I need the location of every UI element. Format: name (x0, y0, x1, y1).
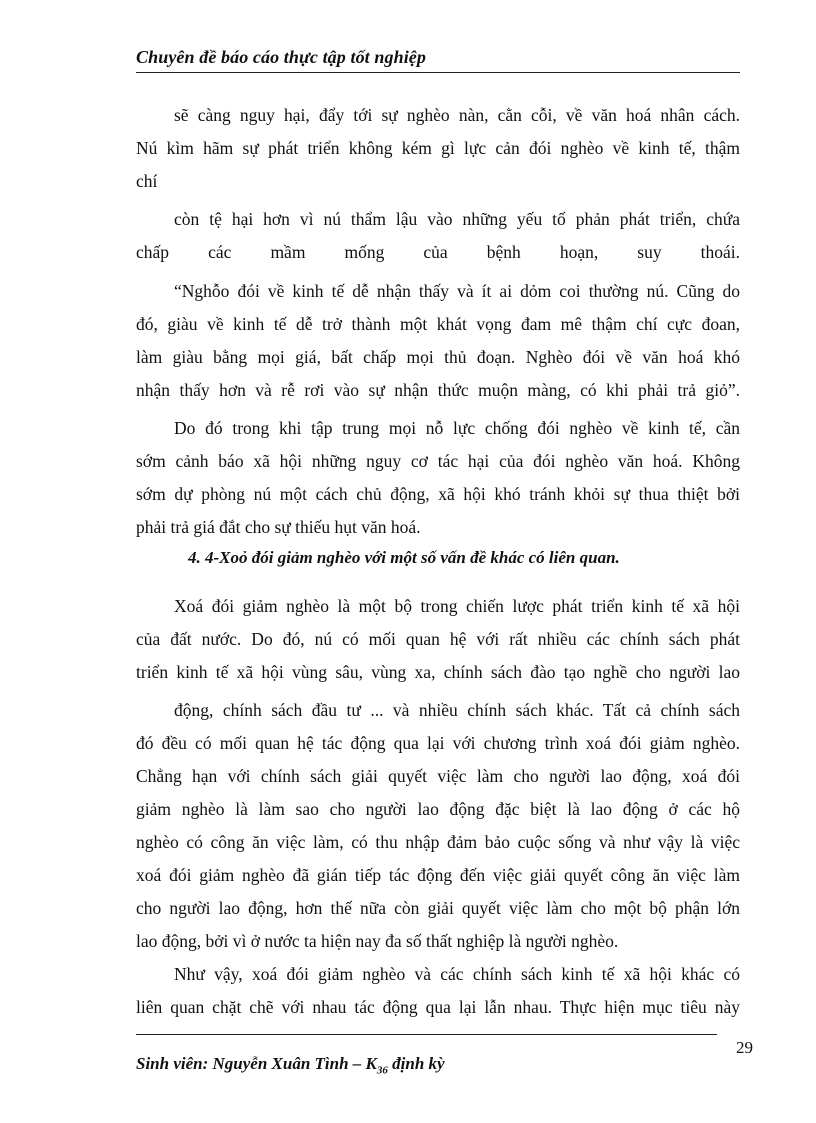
text-line: sớm cảnh báo xã hội những nguy cơ tác hại của đói nghèo văn hoá. Không (136, 451, 740, 471)
page-number: 29 (736, 1038, 753, 1057)
running-header: Chuyên đề báo cáo thực tập tốt nghiệp (136, 47, 426, 67)
text-line: Do đó trong khi tập trung mọi nỗ lực chống đói nghèo về kinh tế, cần (174, 418, 740, 438)
text-line: lao động, bởi vì ở nước ta hiện nay đa số thất nghiệp là người nghèo. (136, 931, 619, 951)
text-line: phải trả giá đắt cho sự thiếu hụt văn hoá. (136, 517, 421, 537)
text-line: làm giàu bằng mọi giá, bất chấp mọi thủ đoạn. Nghèo đói về văn hoá khó (136, 347, 740, 367)
paragraph-4 (136, 412, 740, 544)
text-line: chí (136, 171, 158, 191)
text-line: liên quan chặt chẽ với nhau tác động qua lại lẫn nhau. Thực hiện mục tiêu này (136, 997, 740, 1017)
text-line: động, chính sách đầu tư ... và nhiều chính sách khác. Tất cả chính sách (174, 700, 740, 720)
text-line: Như vậy, xoá đói giảm nghèo và các chính sách kinh tế xã hội khác có (174, 964, 740, 984)
text-line: giảm nghèo là làm sao cho người lao động đặc biệt là lao động ở các hộ (136, 799, 740, 819)
text-line: Chẳng hạn với chính sách giải quyết việc làm cho người lao động, xoá đói (136, 766, 740, 786)
text-line: sẽ càng nguy hại, đẩy tới sự nghèo nàn, cằn cỗi, về văn hoá nhân cách. (174, 105, 740, 125)
text-line: chấp các mầm mống của bệnh hoạn, suy thoái. (136, 242, 740, 262)
text-line: “Nghỗo đói về kinh tế dễ nhận thấy và ít ai dỏm coi thường nú. Cũng do (174, 281, 740, 301)
text-line: của đất nước. Do đó, nú có mối quan hệ với rất nhiều các chính sách phát (136, 629, 740, 649)
section-heading: 4. 4-Xoỏ đói giảm nghèo với một số vấn đề khác có liên quan. (188, 548, 620, 567)
text-line: đó đều có mối quan hệ tác động qua lại với chương trình xoá đói giảm nghèo. (136, 733, 740, 753)
student-class-suffix: định kỳ (387, 1054, 445, 1073)
header-divider (136, 72, 740, 73)
text-line: Nú kìm hãm sự phát triển không kém gì lực cản đói nghèo về kinh tế, thậm (136, 138, 740, 158)
text-line: nghèo có công ăn việc làm, có thu nhập đảm bảo cuộc sống và như vậy là việc (136, 832, 740, 852)
paragraph-3 (136, 275, 740, 407)
text-line: sớm dự phòng nú một cách chủ động, xã hội khó tránh khỏi sự thua thiệt bởi (136, 484, 740, 504)
paragraph-5 (136, 590, 740, 689)
paragraph-7 (136, 958, 740, 1024)
footer-divider (136, 1034, 717, 1035)
class-number: 36 (376, 1064, 388, 1077)
paragraph-1 (136, 99, 740, 198)
text-line: xoá đói giảm nghèo đã gián tiếp tác động đến việc giải quyết công ăn việc làm (136, 865, 740, 885)
text-line: nhận thấy hơn và rễ rơi vào sự nhận thức muộn màng, có khi phải trả giỏ”. (136, 380, 740, 400)
text-line: triển kinh tế xã hội vùng sâu, vùng xa, chính sách đào tạo nghề cho người lao (136, 662, 740, 682)
text-line: còn tệ hại hơn vì nú thẩm lậu vào những yếu tố phản phát triển, chứa (174, 209, 740, 229)
text-line: đó, giàu về kinh tế dễ trở thành một khát vọng đam mê thậm chí cực đoan, (136, 314, 740, 334)
text-line: Xoá đói giảm nghèo là một bộ trong chiến lược phát triển kinh tế xã hội (174, 596, 740, 616)
text-line: cho người lao động, hơn thế nữa còn giải quyết việc làm cho một bộ phận lớn (136, 898, 740, 918)
student-name: Sinh viên: Nguyễn Xuân Tình – K (136, 1054, 377, 1073)
paragraph-2 (136, 203, 740, 269)
paragraph-6 (136, 694, 740, 958)
student-footer (136, 1054, 445, 1076)
